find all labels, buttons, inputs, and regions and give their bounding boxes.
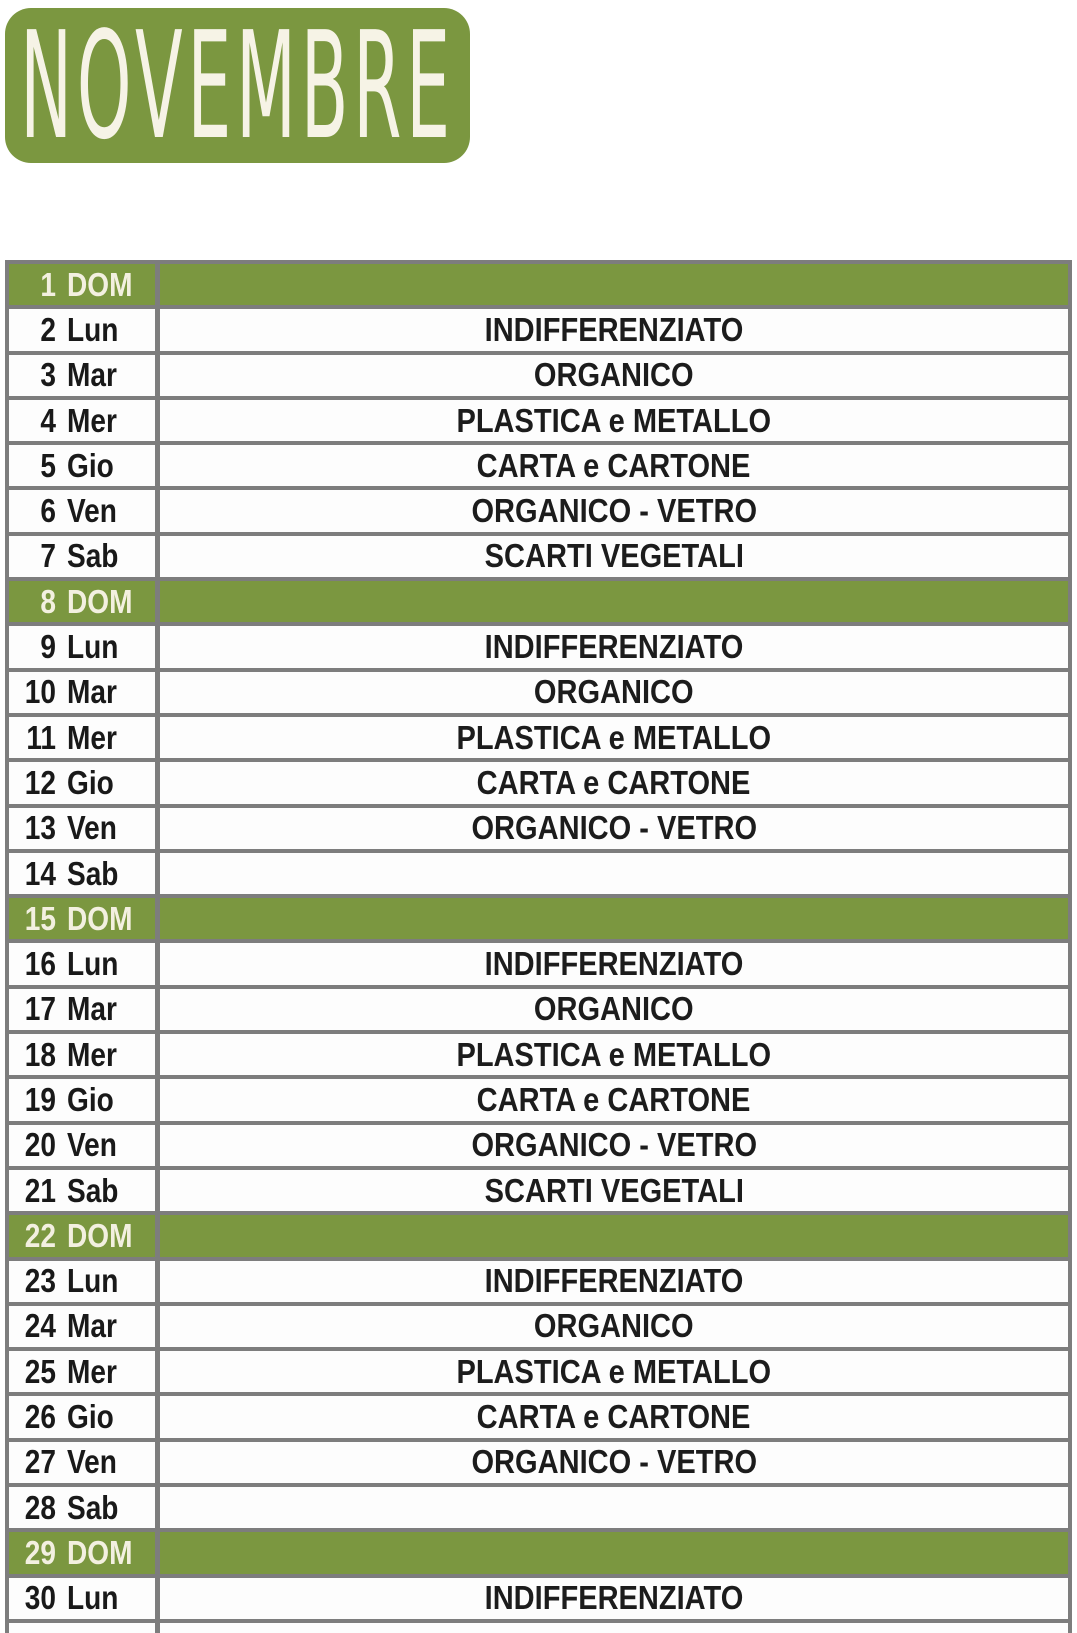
waste-label: ORGANICO - VETRO [471, 809, 757, 847]
day-weekday: Ven [67, 809, 117, 847]
calendar-row [9, 1578, 1068, 1623]
waste-label: INDIFFERENZIATO [484, 1579, 744, 1617]
day-cell [9, 1396, 160, 1437]
day-cell [9, 1125, 160, 1166]
calendar-row [9, 1034, 1068, 1079]
day-cell [9, 1170, 160, 1211]
day-number: 30 [24, 1579, 56, 1617]
waste-label: INDIFFERENZIATO [484, 945, 744, 983]
waste-cell [160, 1125, 1068, 1166]
day-number: 3 [40, 356, 56, 394]
day-number: 25 [24, 1352, 56, 1390]
day-number: 6 [40, 492, 56, 530]
calendar-row [9, 1351, 1068, 1396]
waste-cell [160, 1215, 1068, 1256]
calendar-row [9, 943, 1068, 988]
day-cell [9, 1623, 160, 1633]
calendar-table [5, 260, 1072, 1633]
day-cell [9, 1351, 160, 1392]
calendar-row [9, 445, 1068, 490]
waste-label: INDIFFERENZIATO [484, 1262, 744, 1300]
waste-cell [160, 355, 1068, 396]
day-number: 7 [40, 537, 56, 575]
waste-cell [160, 1442, 1068, 1483]
day-number: 19 [24, 1080, 56, 1118]
waste-label: PLASTICA e METALLO [456, 401, 772, 439]
waste-cell [160, 536, 1068, 577]
day-weekday: Mer [67, 401, 117, 439]
day-cell [9, 536, 160, 577]
waste-label: CARTA e CARTONE [477, 1080, 751, 1118]
day-number: 28 [24, 1488, 56, 1526]
day-weekday: Lun [67, 628, 119, 666]
day-number: 5 [40, 446, 56, 484]
waste-cell [160, 989, 1068, 1030]
day-weekday: DOM [67, 899, 133, 937]
calendar-row [9, 1261, 1068, 1306]
calendar-row [9, 1125, 1068, 1170]
day-weekday: Mer [67, 1035, 117, 1073]
waste-cell [160, 309, 1068, 350]
day-number: 15 [24, 899, 56, 937]
day-number: 2 [40, 310, 56, 348]
waste-cell [160, 1396, 1068, 1437]
day-cell [9, 1079, 160, 1120]
day-number: 29 [24, 1533, 56, 1571]
calendar-row [9, 626, 1068, 671]
day-number: 23 [24, 1262, 56, 1300]
day-number: 17 [24, 990, 56, 1028]
day-number: 11 [26, 718, 56, 756]
waste-label: ORGANICO - VETRO [471, 1126, 757, 1164]
day-number: 9 [40, 628, 56, 666]
waste-cell [160, 1306, 1068, 1347]
calendar-row [9, 1442, 1068, 1487]
day-weekday: Mar [67, 673, 117, 711]
waste-cell [160, 1034, 1068, 1075]
day-weekday: Sab [67, 1171, 119, 1209]
calendar-row [9, 853, 1068, 898]
calendar-row [9, 717, 1068, 762]
waste-label: SCARTI VEGETALI [484, 537, 744, 575]
day-number: 20 [24, 1126, 56, 1164]
day-number: 21 [24, 1171, 56, 1209]
calendar-row [9, 1487, 1068, 1532]
day-cell [9, 762, 160, 803]
calendar-row [9, 672, 1068, 717]
day-cell [9, 1215, 160, 1256]
day-weekday: Sab [67, 854, 119, 892]
day-cell [9, 853, 160, 894]
waste-cell [160, 490, 1068, 531]
waste-label: CARTA e CARTONE [477, 1398, 751, 1436]
calendar-row [9, 536, 1068, 581]
day-cell [9, 445, 160, 486]
calendar-row [9, 1079, 1068, 1124]
waste-cell [160, 853, 1068, 894]
day-number: 8 [40, 582, 56, 620]
day-weekday: Lun [67, 310, 119, 348]
day-number: 26 [24, 1398, 56, 1436]
day-weekday: Gio [67, 446, 114, 484]
day-weekday: DOM [67, 582, 133, 620]
calendar-row [9, 1396, 1068, 1441]
waste-label: ORGANICO [534, 990, 694, 1028]
calendar-row [9, 309, 1068, 354]
day-weekday: Ven [67, 1126, 117, 1164]
waste-cell [160, 1578, 1068, 1619]
day-cell [9, 1306, 160, 1347]
calendar-row [9, 581, 1068, 626]
waste-label: SCARTI VEGETALI [484, 1171, 744, 1209]
waste-label: PLASTICA e METALLO [456, 1035, 772, 1073]
day-number: 18 [24, 1035, 56, 1073]
day-weekday: Mer [67, 718, 117, 756]
waste-label: INDIFFERENZIATO [484, 628, 744, 666]
day-number: 16 [24, 945, 56, 983]
calendar-row [9, 1306, 1068, 1351]
calendar-row [9, 989, 1068, 1034]
waste-cell [160, 445, 1068, 486]
waste-cell [160, 1261, 1068, 1302]
day-cell [9, 672, 160, 713]
waste-label: INDIFFERENZIATO [484, 310, 744, 348]
day-cell [9, 808, 160, 849]
calendar-row [9, 1532, 1068, 1577]
day-cell [9, 626, 160, 667]
day-weekday: Lun [67, 1262, 119, 1300]
waste-cell [160, 898, 1068, 939]
day-weekday: Sab [67, 537, 119, 575]
day-cell [9, 355, 160, 396]
day-cell [9, 898, 160, 939]
calendar-row [9, 808, 1068, 853]
day-cell [9, 1532, 160, 1573]
day-cell [9, 1487, 160, 1528]
day-weekday: Mar [67, 356, 117, 394]
day-weekday: Lun [67, 1579, 119, 1617]
calendar-row-partial [9, 1623, 1068, 1633]
waste-cell [160, 626, 1068, 667]
day-cell [9, 309, 160, 350]
calendar-row [9, 1215, 1068, 1260]
waste-label: ORGANICO - VETRO [471, 492, 757, 530]
waste-label: CARTA e CARTONE [477, 446, 751, 484]
day-weekday: Ven [67, 492, 117, 530]
waste-cell [160, 1079, 1068, 1120]
waste-cell [160, 400, 1068, 441]
day-number: 10 [24, 673, 56, 711]
waste-label: ORGANICO [534, 356, 694, 394]
calendar-row [9, 355, 1068, 400]
waste-cell [160, 1351, 1068, 1392]
calendar-row [9, 264, 1068, 309]
day-cell [9, 717, 160, 758]
day-number: 12 [24, 763, 56, 801]
waste-cell [160, 1532, 1068, 1573]
day-weekday: DOM [67, 1533, 133, 1571]
day-cell [9, 989, 160, 1030]
day-cell [9, 1578, 160, 1619]
waste-label: ORGANICO [534, 673, 694, 711]
waste-label: ORGANICO - VETRO [471, 1443, 757, 1481]
day-weekday: Mar [67, 1307, 117, 1345]
day-weekday: DOM [67, 1216, 133, 1254]
day-number: 24 [24, 1307, 56, 1345]
day-cell [9, 264, 160, 305]
waste-label: CARTA e CARTONE [477, 763, 751, 801]
day-cell [9, 400, 160, 441]
waste-cell [160, 264, 1068, 305]
waste-label: ORGANICO [534, 1307, 694, 1345]
day-number: 27 [24, 1443, 56, 1481]
month-header-badge [5, 8, 470, 163]
waste-cell [160, 1487, 1068, 1528]
month-title: NOVEMBRE [20, 8, 455, 163]
day-weekday: Gio [67, 763, 114, 801]
calendar-row [9, 400, 1068, 445]
waste-cell [160, 672, 1068, 713]
day-weekday: DOM [67, 265, 133, 303]
day-weekday: Gio [67, 1080, 114, 1118]
day-cell [9, 943, 160, 984]
calendar-row [9, 490, 1068, 535]
day-number: 4 [40, 401, 56, 439]
waste-cell [160, 943, 1068, 984]
waste-cell [160, 581, 1068, 622]
day-weekday: Lun [67, 945, 119, 983]
day-cell [9, 1034, 160, 1075]
day-cell [9, 1442, 160, 1483]
day-weekday: Sab [67, 1488, 119, 1526]
waste-label: PLASTICA e METALLO [456, 1352, 772, 1390]
waste-cell [160, 762, 1068, 803]
day-number: 13 [24, 809, 56, 847]
day-weekday: Ven [67, 1443, 117, 1481]
day-weekday: Mer [67, 1352, 117, 1390]
day-weekday: Gio [67, 1398, 114, 1436]
day-cell [9, 490, 160, 531]
waste-label: PLASTICA e METALLO [456, 718, 772, 756]
day-number: 1 [40, 265, 56, 303]
calendar-row [9, 1170, 1068, 1215]
day-weekday: Mar [67, 990, 117, 1028]
waste-cell [160, 1623, 1068, 1633]
waste-cell [160, 1170, 1068, 1211]
calendar-row [9, 762, 1068, 807]
day-number: 22 [24, 1216, 56, 1254]
day-cell [9, 1261, 160, 1302]
waste-cell [160, 717, 1068, 758]
calendar-row [9, 898, 1068, 943]
day-cell [9, 581, 160, 622]
day-number: 14 [24, 854, 56, 892]
waste-cell [160, 808, 1068, 849]
